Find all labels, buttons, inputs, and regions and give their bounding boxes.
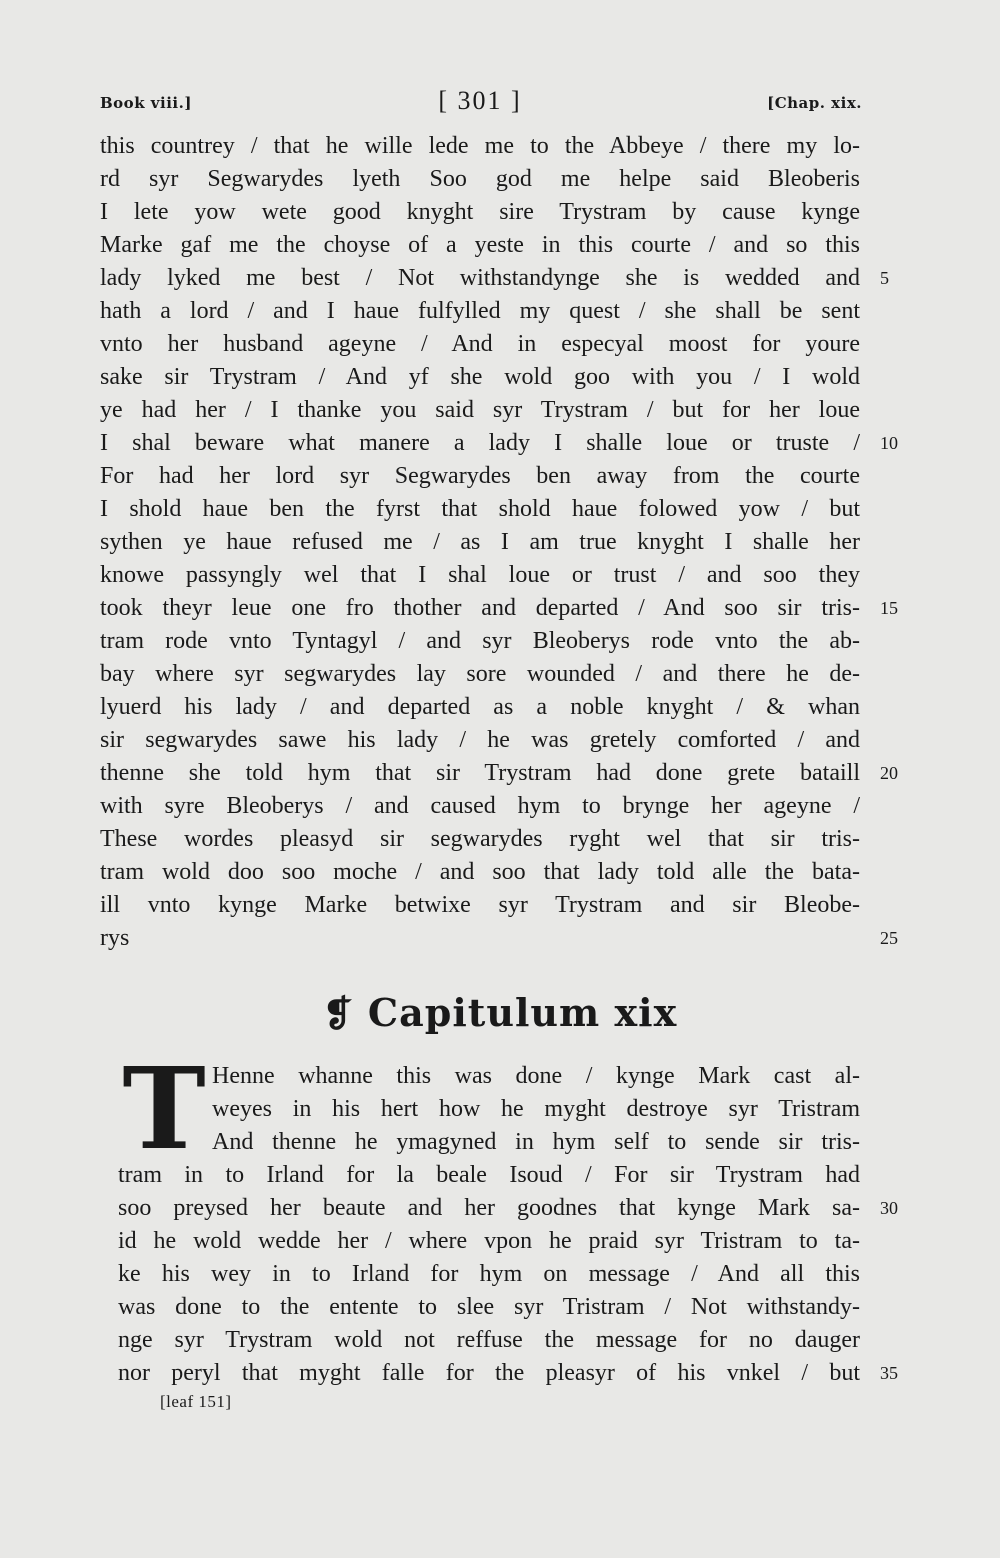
text-line: was done to the entente to slee syr Tristram / Not withstandy- — [118, 1294, 860, 1320]
text-line: vnto her husband ageyne / And in especyal moost for youre — [100, 331, 860, 357]
line-number: 30 — [880, 1198, 898, 1218]
text-line: knowe passyngly wel that I shal loue or trust / and soo they — [100, 562, 860, 588]
drop-cap: T — [122, 1044, 206, 1175]
line-number: 25 — [880, 928, 898, 948]
chapter-label: [Chap. xix. — [767, 94, 862, 112]
running-header — [0, 86, 1000, 116]
text-line: I shal beware what manere a lady I shalle loue or truste / — [100, 430, 860, 456]
text-line: And thenne he ymagyned in hym self to sende sir tris- — [212, 1129, 860, 1155]
text-line: bay where syr segwarydes lay sore wounded / and there he de- — [100, 661, 860, 687]
text-line: rys — [100, 925, 130, 951]
leaf-note: [leaf 151] — [160, 1392, 232, 1411]
book-label: Book viii.] — [100, 94, 192, 112]
text-line: nge syr Trystram wold not reffuse the message for no dauger — [118, 1327, 860, 1353]
text-line: Marke gaf me the choyse of a yeste in this courte / and so this — [100, 232, 860, 258]
line-number: 15 — [880, 598, 898, 618]
text-line: id he wold wedde her / where vpon he praid syr Tristram to ta- — [118, 1228, 860, 1254]
text-line: thenne she told hym that sir Trystram had done grete bataill — [100, 760, 860, 786]
text-line: For had her lord syr Segwarydes ben away from the courte — [100, 463, 860, 489]
text-line: took theyr leue one fro thother and departed / And soo sir tris- — [100, 595, 860, 621]
text-line: tram wold doo soo moche / and soo that lady told alle the bata- — [100, 859, 860, 885]
pilcrow-icon: ❡ — [322, 993, 354, 1035]
text-line: lyuerd his lady / and departed as a noble knyght / & whan — [100, 694, 860, 720]
text-line: These wordes pleasyd sir segwarydes ryght wel that sir tris- — [100, 826, 860, 852]
text-line: this countrey / that he wille lede me to the Abbeye / there my lo- — [100, 133, 860, 159]
line-number: 5 — [880, 268, 889, 288]
text-line: ye had her / I thanke you said syr Trystram / but for her loue — [100, 397, 860, 423]
text-line: Henne whanne this was done / kynge Mark cast al- — [212, 1063, 860, 1089]
text-line: sake sir Trystram / And yf she wold goo with you / I wold — [100, 364, 860, 390]
text-line: I lete yow wete good knyght sire Trystram by cause kynge — [100, 199, 860, 225]
text-line: nor peryl that myght falle for the pleasyr of his vnkel / but — [118, 1360, 860, 1386]
text-line: soo preysed her beaute and her goodnes that kynge Mark sa- — [118, 1195, 860, 1221]
text-line: tram rode vnto Tyntagyl / and syr Bleoberys rode vnto the ab- — [100, 628, 860, 654]
text-line: ke his wey in to Irland for hym on message / And all this — [118, 1261, 860, 1287]
chapter-heading — [0, 990, 1000, 1035]
text-line: weyes in his hert how he myght destroye syr Tristram — [212, 1096, 860, 1122]
text-line: with syre Bleoberys / and caused hym to brynge her ageyne / — [100, 793, 860, 819]
line-number: 10 — [880, 433, 898, 453]
text-line: sir segwarydes sawe his lady / he was gretely comforted / and — [100, 727, 860, 753]
text-line: I shold haue ben the fyrst that shold haue folowed yow / but — [100, 496, 860, 522]
line-number: 35 — [880, 1363, 898, 1383]
line-number: 20 — [880, 763, 898, 783]
text-line: hath a lord / and I haue fulfylled my quest / she shall be sent — [100, 298, 860, 324]
text-line: sythen ye haue refused me / as I am true knyght I shalle her — [100, 529, 860, 555]
text-line: lady lyked me best / Not withstandynge she is wedded and — [100, 265, 860, 291]
text-line: tram in to Irland for la beale Isoud / For sir Trystram had — [118, 1162, 860, 1188]
text-line: rd syr Segwarydes lyeth Soo god me helpe said Bleoberis — [100, 166, 860, 192]
text-line: ill vnto kynge Marke betwixe syr Trystram and sir Bleobe- — [100, 892, 860, 918]
page-number: [ 301 ] — [438, 86, 522, 115]
chapter-title-text: Capitulum xix — [367, 990, 678, 1035]
